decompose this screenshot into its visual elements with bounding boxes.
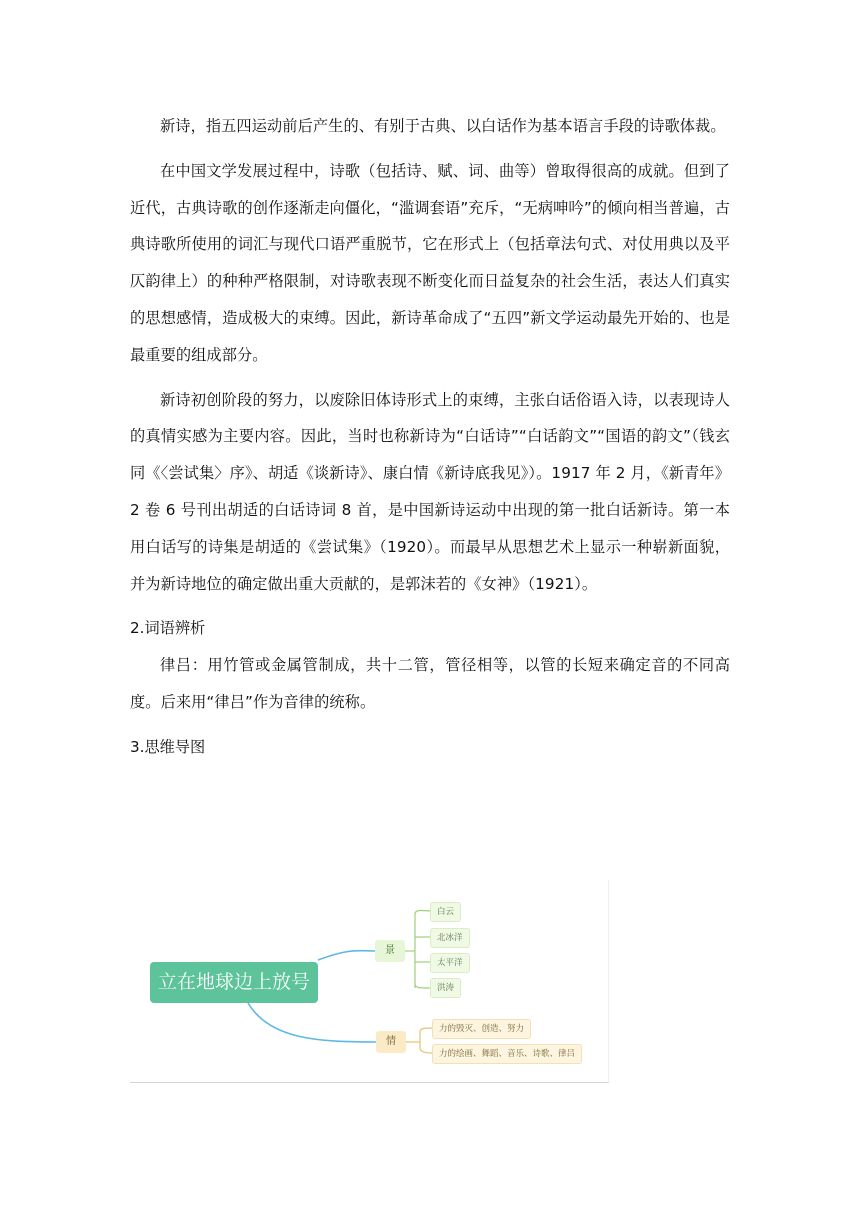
mind-map-leaf-beibingyang: 北冰洋: [430, 928, 470, 948]
paragraph-definition: 新诗，指五四运动前后产生的、有别于古典、以白话作为基本语言手段的诗歌体裁。: [160, 117, 726, 135]
mind-map: [130, 880, 609, 1083]
mind-map-leaf-taipingyang: 太平洋: [430, 953, 470, 973]
paragraph-background: 在中国文学发展过程中，诗歌（包括诗、赋、词、曲等）曾取得很高的成就。但到了近代，古典诗歌的创作逐渐走向僵化，“滥调套语”充斥，“无病呻吟”的倾向相当普遍，古典诗歌所使用的词汇与现代口语严重脱节，它在形式上（包括章法句式、对仗用典以及平仄韵律上）的种种严格限制，对诗歌表现不断变化而日益复杂的社会生活，表达人们真实的思想感情，造成极大的束缚。因此，新诗革命成了“五四”新文学运动最先开始的、也是最重要的组成部分。: [130, 161, 730, 364]
mind-map-leaf-baiyun: 白云: [430, 902, 461, 922]
paragraph-lvlv: 律吕：用竹管或金属管制成，共十二管，管径相等，以管的长短来确定音的不同高度。后来用“律吕”作为音律的统称。: [130, 656, 730, 711]
mind-map-branch-emotion: 情: [376, 1031, 406, 1053]
section-heading-mind-map: 3.思维导图: [130, 737, 206, 756]
mind-map-leaf-force-destruction: 力的毁灭、创造、努力: [432, 1019, 531, 1039]
mind-map-leaf-force-art: 力的绘画、舞蹈、音乐、诗歌、律吕: [432, 1044, 582, 1064]
mind-map-leaf-hongtao: 洪涛: [430, 978, 461, 998]
mind-map-branch-scene: 景: [375, 940, 405, 962]
document-body: [130, 108, 730, 766]
section-heading-word-analysis: 2.词语辨析: [130, 619, 206, 638]
paragraph-early-stage: 新诗初创阶段的努力，以废除旧体诗形式上的束缚，主张白话俗语入诗，以表现诗人的真情实感为主要内容。因此，当时也称新诗为“白话诗”“白话韵文”“国语的韵文”（钱玄同《〈尝试集〉序》、胡适《谈新诗》、康白情《新诗底我见》）。1917 年 2 月，《新青年》2 卷 6 号刊出胡适的白话诗词 8 首，是中国新诗运动中出现的第一批白话新诗。第一本用白话写的诗集是胡适的《尝试集》（1920）。而最早从思想艺术上显示一种崭新面貌，并为新诗地位的确定做出重大贡献的，是郭沫若的《女神》（1921）。: [130, 390, 730, 593]
mind-map-root-node: 立在地球边上放号: [150, 962, 318, 1003]
